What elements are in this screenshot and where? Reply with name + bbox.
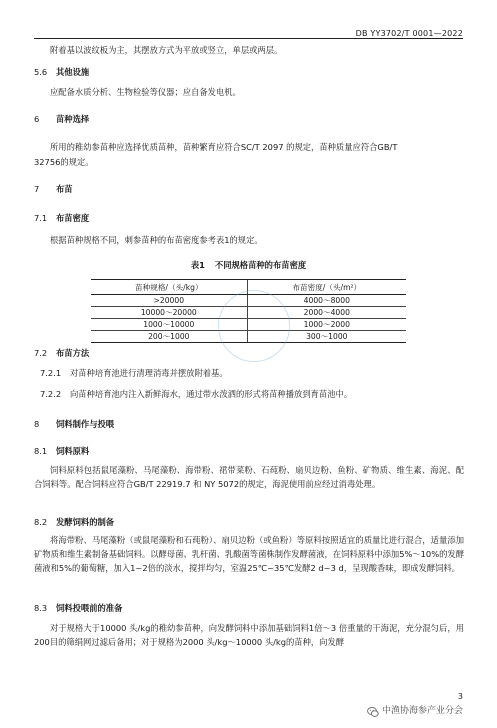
table-cell: >20000	[91, 295, 247, 307]
item-text: 向苗种培育池内注入新鲜海水，通过带水泼洒的形式将苗种播放到育苗池中。	[70, 389, 353, 399]
watermark-text: 中渔协海参产业分会	[381, 706, 463, 716]
section-number: 8.2	[34, 517, 48, 527]
section-number: 8.3	[34, 603, 48, 613]
section-title: 饲料制作与投喂	[56, 419, 115, 429]
watermark-seal	[218, 290, 290, 362]
table-label: 表1	[190, 260, 205, 270]
item-7-2-2	[40, 388, 352, 401]
intro-line: 附着基以波纹板为主，其摆放方式为平放或竖立，单层或两层。	[50, 45, 283, 55]
section-8-1-body: 饲料原料包括鼠尾藻粉、马尾藻粉、海带粉、裙带菜粉、石莼粉、扇贝边粉、鱼粉、矿物质、维生素、海泥、配合饲料等。配合饲料应符合GB/T 22919.7 和 NY 5072的规定，海泥使用前应经过消毒处理。	[34, 465, 464, 489]
header-density: 布苗密度/（头/m²）	[247, 280, 406, 295]
section-title: 布苗	[56, 184, 73, 194]
document-code: DB YY3702/T 0001—2022	[355, 29, 463, 38]
section-title: 饲料投喂前的准备	[56, 603, 123, 613]
section-title: 其他设施	[56, 67, 90, 77]
item-number: 7.2.1	[40, 368, 62, 378]
section-6-heading	[34, 113, 89, 126]
section-title: 发酵饲料的制备	[56, 517, 115, 527]
section-7-1-heading	[34, 212, 89, 225]
wechat-watermark	[367, 705, 463, 718]
section-6-body-line2: 32756的规定。	[34, 157, 94, 167]
item-number: 7.2.2	[40, 389, 62, 399]
table-cell: 1000～10000	[91, 319, 247, 331]
section-number: 7.1	[34, 213, 48, 223]
section-8-2-heading	[34, 516, 114, 529]
header-spec: 苗种规格/（头/kg）	[91, 280, 247, 295]
table-caption	[0, 259, 497, 272]
section-title: 饲料原料	[56, 446, 90, 456]
section-number: 7.2	[34, 348, 48, 358]
section-7-2-heading	[34, 347, 89, 360]
section-number: 8	[34, 419, 40, 429]
section-number: 5.6	[34, 67, 48, 77]
table-cell: 2000～4000	[247, 307, 406, 319]
wechat-icon	[367, 706, 379, 718]
table-cell: 10000～20000	[91, 307, 247, 319]
table-cell: 300～1000	[247, 331, 406, 343]
section-number: 6	[34, 114, 40, 124]
section-title: 布苗方法	[56, 348, 90, 358]
section-5-6-heading	[34, 66, 89, 79]
item-text: 对苗种培育池进行清理消毒并摆放附着基。	[70, 368, 228, 378]
section-8-2-body: 将海带粉、马尾藻粉（或鼠尾藻粉和石莼粉）、扇贝边粉（或鱼粉）等原料按照适宜的质量比进行混合，适量添加矿物质和维生素制备基础饲料。以酵母菌、乳杆菌、乳酸菌等菌株制作发酵菌液，在饲料原料中添加5%～10%的发酵菌液和5%的葡萄糖，加入1~2倍的淡水，搅拌均匀，室温25℃~35℃发酵2 d~3 d，呈现酸香味，即成发酵饲料。	[34, 535, 464, 573]
section-8-3-body: 对于规格大于10000 头/kg的稚幼参苗种，向发酵饲料中添加基础饲料1倍～3 倍重量的干海泥，充分混匀后，用200目的筛绢网过滤后备用；对于规格为2000 头/kg～10000 头/kg的苗种，向发酵	[34, 623, 464, 647]
section-number: 8.1	[34, 446, 48, 456]
section-7-1-body: 根据苗种规格不同，刺参苗种的布苗密度参考表1的规定。	[50, 235, 263, 245]
section-8-1-heading	[34, 445, 89, 458]
section-5-6-body: 应配备水质分析、生物检验等仪器；应自备发电机。	[50, 87, 241, 97]
page-number: 3	[457, 692, 463, 701]
section-8-3-heading	[34, 602, 122, 615]
table-cell: 1000～2000	[247, 319, 406, 331]
section-number: 7	[34, 184, 40, 194]
section-title: 布苗密度	[56, 213, 90, 223]
item-7-2-1	[40, 367, 228, 380]
section-title: 苗种选择	[56, 114, 90, 124]
section-8-heading	[34, 418, 114, 431]
table-cell: 200～1000	[91, 331, 247, 343]
section-6-body-line1: 所用的稚幼参苗种应选择优质苗种，苗种繁育应符合SC/T 2097 的规定，苗种质量应符合GB/T	[50, 142, 398, 152]
header-rule	[34, 38, 463, 39]
table-cell: 4000～8000	[247, 295, 406, 307]
table-title: 不同规格苗种的布苗密度	[214, 260, 307, 270]
section-7-heading	[34, 183, 73, 196]
